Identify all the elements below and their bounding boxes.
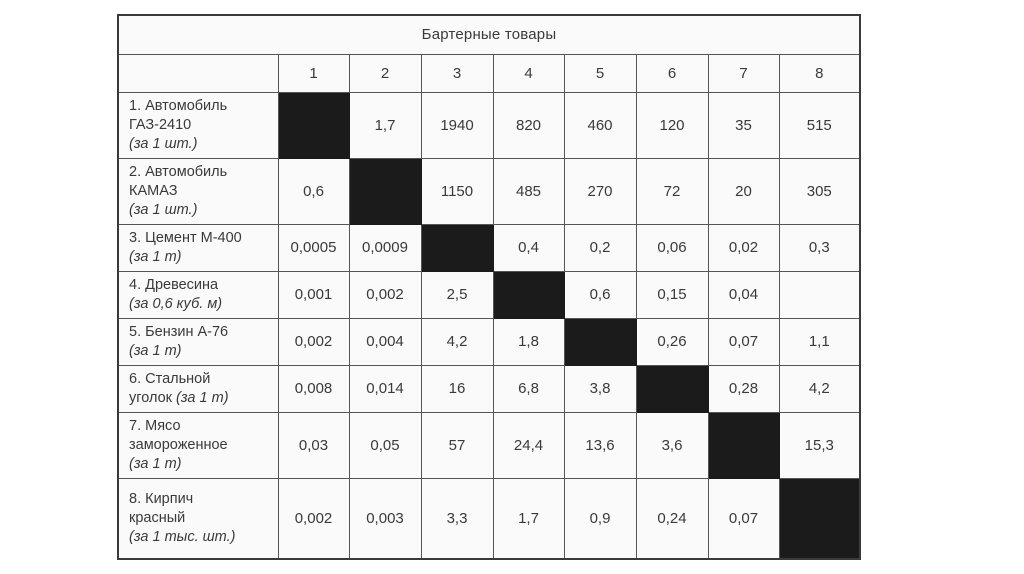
table-cell: 1,7 (493, 478, 564, 559)
table-cell: 4,2 (421, 318, 493, 365)
table-row (118, 412, 860, 478)
table-cell: 820 (493, 92, 564, 158)
table-cell: 1,7 (349, 92, 421, 158)
row-header (118, 92, 278, 158)
table-cell: 0,15 (636, 271, 708, 318)
row-header (118, 158, 278, 224)
row-goods-name: 2. Автомобиль КАМАЗ (129, 163, 228, 199)
table-cell: 0,6 (564, 271, 636, 318)
corner-cell (118, 54, 278, 92)
row-header (118, 318, 278, 365)
table-cell: 72 (636, 158, 708, 224)
column-header: 4 (493, 54, 564, 92)
column-header: 3 (421, 54, 493, 92)
table-cell: 485 (493, 158, 564, 224)
table-cell: 4,2 (779, 365, 860, 412)
table-cell: 0,0009 (349, 224, 421, 271)
table-cell: 0,07 (708, 318, 779, 365)
row-goods-unit: (за 1 т) (129, 342, 182, 359)
table-cell: 0,6 (278, 158, 349, 224)
table-cell: 0,06 (636, 224, 708, 271)
row-goods-name: 6. Стальной уголок (129, 370, 211, 406)
row-goods-name: 8. Кирпич красный (129, 490, 194, 526)
table-cell: 0,003 (349, 478, 421, 559)
table-cell: 0,4 (493, 224, 564, 271)
diagonal-filled-cell (421, 224, 493, 271)
table-cell: 0,03 (278, 412, 349, 478)
diagonal-filled-cell (779, 478, 860, 559)
diagonal-filled-cell (349, 158, 421, 224)
diagonal-filled-cell (708, 412, 779, 478)
table-cell: 35 (708, 92, 779, 158)
row-goods-name: 3. Цемент М-400 (129, 229, 242, 246)
table-cell: 16 (421, 365, 493, 412)
table-cell: 20 (708, 158, 779, 224)
row-goods-name: 1. Автомобиль ГАЗ-2410 (129, 97, 228, 133)
column-header: 8 (779, 54, 860, 92)
table-cell: 0,9 (564, 478, 636, 559)
table-cell: 0,001 (278, 271, 349, 318)
table-row (118, 318, 860, 365)
row-goods-name: 7. Мясо замороженное (129, 417, 228, 453)
table-cell: 1940 (421, 92, 493, 158)
table-cell: 13,6 (564, 412, 636, 478)
table-cell: 0,004 (349, 318, 421, 365)
table-cell: 0,002 (278, 478, 349, 559)
table-cell: 3,6 (636, 412, 708, 478)
table-cell: 0,04 (708, 271, 779, 318)
table-row (118, 158, 860, 224)
row-goods-unit: (за 1 т) (129, 455, 182, 472)
row-header (118, 271, 278, 318)
table-cell: 1,1 (779, 318, 860, 365)
row-goods-unit: (за 1 т) (176, 389, 229, 406)
table-body (118, 92, 860, 559)
column-header: 2 (349, 54, 421, 92)
table-cell: 0,002 (278, 318, 349, 365)
table-cell: 515 (779, 92, 860, 158)
table-cell: 305 (779, 158, 860, 224)
column-header: 7 (708, 54, 779, 92)
table-cell: 0,02 (708, 224, 779, 271)
table-title: Бартерные товары (118, 15, 860, 54)
row-goods-unit: (за 1 т) (129, 248, 182, 265)
table-cell: 0,008 (278, 365, 349, 412)
table-cell: 0,2 (564, 224, 636, 271)
table-cell: 0,002 (349, 271, 421, 318)
row-goods-name: 4. Древесина (129, 276, 219, 293)
diagonal-filled-cell (564, 318, 636, 365)
table-cell: 0,05 (349, 412, 421, 478)
row-header (118, 412, 278, 478)
diagonal-filled-cell (493, 271, 564, 318)
table-cell: 1150 (421, 158, 493, 224)
table-cell: 0,014 (349, 365, 421, 412)
table-cell: 24,4 (493, 412, 564, 478)
table-cell: 0,07 (708, 478, 779, 559)
table-cell: 6,8 (493, 365, 564, 412)
row-header (118, 224, 278, 271)
row-goods-unit: (за 1 шт.) (129, 201, 198, 218)
table-cell: 1,8 (493, 318, 564, 365)
table-cell: 2,5 (421, 271, 493, 318)
table-cell: 460 (564, 92, 636, 158)
table-row (118, 478, 860, 559)
table-cell: 0,0005 (278, 224, 349, 271)
table-cell: 0,24 (636, 478, 708, 559)
table-row (118, 365, 860, 412)
column-header: 5 (564, 54, 636, 92)
column-header-row (118, 54, 860, 92)
table-cell: 3,8 (564, 365, 636, 412)
diagonal-filled-cell (278, 92, 349, 158)
row-goods-unit: (за 0,6 куб. м) (129, 295, 223, 312)
table-cell: 15,3 (779, 412, 860, 478)
barter-goods-table (117, 14, 861, 560)
row-goods-name: 5. Бензин А-76 (129, 323, 229, 340)
table-row (118, 92, 860, 158)
row-goods-unit: (за 1 шт.) (129, 135, 198, 152)
row-header (118, 478, 278, 559)
column-header: 6 (636, 54, 708, 92)
column-header: 1 (278, 54, 349, 92)
row-header (118, 365, 278, 412)
table-cell: 3,3 (421, 478, 493, 559)
diagonal-filled-cell (636, 365, 708, 412)
table-cell (779, 271, 860, 318)
table-cell: 57 (421, 412, 493, 478)
row-goods-unit: (за 1 тыс. шт.) (129, 528, 236, 545)
table-row (118, 271, 860, 318)
table-cell: 0,3 (779, 224, 860, 271)
table-cell: 270 (564, 158, 636, 224)
table-cell: 0,28 (708, 365, 779, 412)
table-cell: 120 (636, 92, 708, 158)
table-row (118, 224, 860, 271)
table-cell: 0,26 (636, 318, 708, 365)
